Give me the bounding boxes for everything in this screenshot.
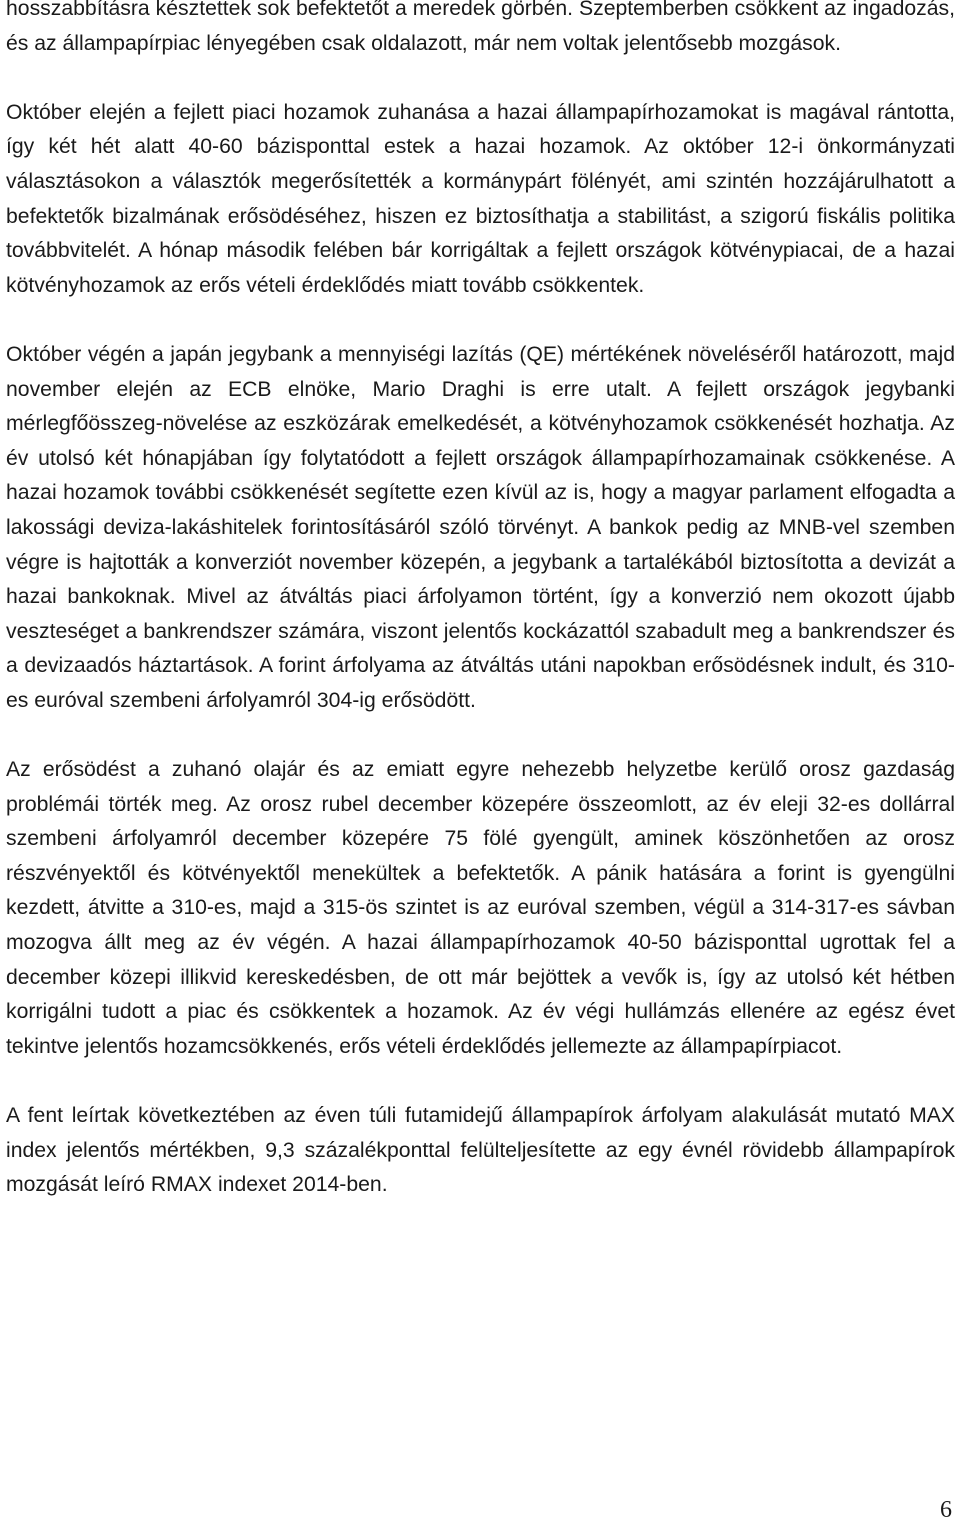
paragraph-3: Október végén a japán jegybank a mennyiségi lazítás (QE) mértékének növeléséről határozott, majd november elején az ECB elnöke, Mario Draghi is erre utalt. A fejlett országok jegybanki mérlegfőösszeg-növelése az eszközárak emelkedését, a kötvényhozamok csökkenését hozhatja. Az év utolsó két hónapjában így folytatódott a fejlett országok állampapírhozamainak csökkenése. A hazai hozamok további csökkenését segítette ezen kívül az is, hogy a magyar parlament elfogadta a lakossági deviza-lakáshitelek forintosításáról szóló törvényt. A bankok pedig az MNB-vel szemben végre is hajtották a konverziót november közepén, a jegybank a tartalékából biztosította a devizát a hazai bankoknak. Mivel az átváltás piaci árfolyamon történt, így a konverzió nem okozott újabb veszteséget a bankrendszer számára, viszont jelentős kockázattól szabadult meg a bankrendszer és a devizaadós háztartások. A forint árfolyama az átváltás utáni napokban erősödésnek indult, és 310-es euróval szembeni árfolyamról 304-ig erősödött. [6, 342, 955, 712]
paragraph-4: Az erősödést a zuhanó olajár és az emiatt egyre nehezebb helyzetbe kerülő orosz gazdaság problémái törték meg. Az orosz rubel december közepére összeomlott, az év eleji 32-es dollárral szembeni árfolyamról december közepére 75 fölé gyengült, aminek köszönhetően az orosz részvényektől és kötvényektől menekültek a befektetők. A pánik hatására a forint is gyengülni kezdett, átvitte a 310-es, majd a 315-ös szintet is az euróval szemben, végül a 314-317-es sávban mozogva állt meg az év végén. A hazai állampapírhozamok 40-50 bázisponttal ugrottak fel a december közepi illikvid kereskedésben, de ott már bejöttek a vevők is, így az utolsó két hétben korrigálni tudott a piac és csökkentek a hozamok. Az év végi hullámzás ellenére az egész évet tekintve jelentős hozamcsökkenés, erős vételi érdeklődés jellemezte az állampapírpiacot. [6, 758, 955, 1058]
body-text [6, 0, 955, 1203]
page-number: 6 [940, 1497, 952, 1523]
paragraph-5: A fent leírtak következtében az éven túli futamidejű állampapírok árfolyam alakulását mutató MAX index jelentős mértékben, 9,3 százalékponttal felülteljesítette az egy évnél rövidebb állampapírok mozgását leíró RMAX indexet 2014-ben. [6, 1104, 955, 1197]
paragraph-1: hosszabbításra késztettek sok befektetőt a meredek görbén. Szeptemberben csökkent az ingadozás, és az állampapírpiac lényegében csak oldalazott, már nem voltak jelentősebb mozgások. [6, 0, 955, 55]
paragraph-2: Október elején a fejlett piaci hozamok zuhanása a hazai állampapírhozamokat is magával rántotta, így két hét alatt 40-60 bázisponttal estek a hazai hozamok. Az október 12-i önkormányzati választásokon a választók megerősítették a kormánypárt fölényét, ami szintén hozzájárulhatott a befektetők bizalmának erősödéséhez, hiszen ez biztosíthatja a stabilitást, a szigorú fiskális politika továbbvitelét. A hónap második felében bár korrigáltak a fejlett országok kötvénypiacai, de a hazai kötvényhozamok az erős vételi érdeklődés miatt tovább csökkentek. [6, 100, 955, 297]
